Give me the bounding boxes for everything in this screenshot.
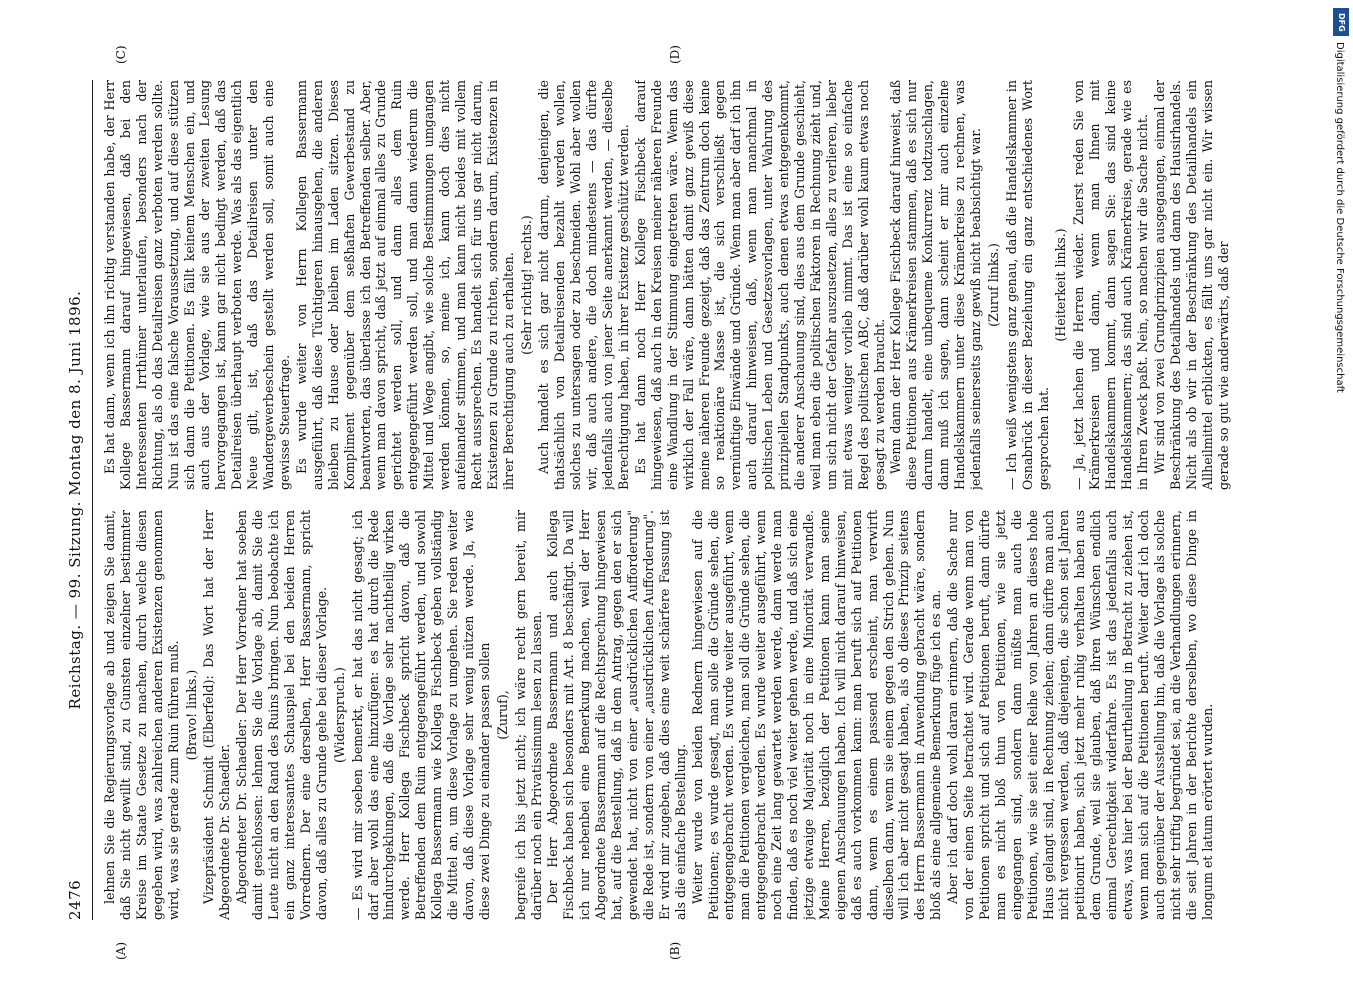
interjection: (Zuruf links.) <box>985 243 1001 327</box>
funding-credit: Digitalisierung gefördert durch die Deutsche Forschungsgemeinschaft <box>1334 42 1345 393</box>
interjection: (Heiterkeit links.) <box>1053 228 1069 342</box>
dfg-logo-icon: DFG <box>1333 8 1349 36</box>
paragraph: Aber ich darf doch wohl daran erinnern, daß die Sache nur von der einen Seite betrachtet wird. Gerade wenn man von Petitionen spricht und sich auf Petitionen beruft, dann dürfte man es nicht bloß thun von Petitionen, wie sie jetzt eingegangen sind, sondern dann müßte man auch die Petitionen, wie sie seit einer Reihe von Jahren an dieses hohe Haus gelangt sind, in Rechnung ziehen; dann dürfte man auch nicht vergessen werden, daß diejenigen, die schon seit Jahren petitionirt haben, sich jetzt mehr ruhig verhalten haben aus dem Grunde, weil sie glauben, daß ihren Wünschen endlich einmal Gerechtigkeit widerfahre. Es ist das jedenfalls auch etwas, was hier bei der Beurtheilung in Betracht zu ziehen ist, wenn man sich auf die Petitionen beruft. Weiter darf ich doch auch gegenüber der Ausstellung hin, daß die Vorlage als solche nicht sehr triftig begründet sei, an die Verhandlungen erinnern, die seit Jahren in der Berichte derselben, wo diese Dinge in longum et latum erörtert wurden. <box>945 510 1215 920</box>
interjection: (Sehr richtig! rechts.) <box>518 215 534 355</box>
paragraph: begreife ich bis jetzt nicht; ich wäre recht gern bereit, mir darüber noch ein Privatissimum lesen zu lassen. <box>512 510 544 920</box>
paragraph: Es hat dann, wenn ich ihn richtig verstanden habe, der Herr Kollege Bassermann darauf hingewiesen, daß bei den Interessenten Irrthümer unterlaufen, besonders nach der Richtung, als ob das Detailreisen ganz verboten werden sollte. Nun ist das eine falsche Voraussetzung, und auf diese stützen sich dann die Petitionen. Es fällt keinem Menschen ein, und auch aus der Vorlage, wie sie aus der zweiten Lesung hervorgegangen ist, kann gar nicht bedingt werden, daß das Detailreisen überhaupt verboten werde. Was als das eigentlich Neue gilt, ist, daß das Detailreisen unter den Wandergewerbeschein gestellt werden soll, somit auch eine gewisse Steuerfrage. <box>102 80 292 490</box>
paragraph: Es wurde weiter von Herrn Kollegen Bassermann ausgeführt, daß diese Tüchtigeren hinausgehen, die anderen bleiben zu Hause oder bleiben im Laden sitzen. Dieses Kompliment gegenüber dem seßhaften Gewerbestand zu beantworten, das überlasse ich den Betreffenden selber. Aber, wenn man davon spricht, daß jetzt auf einmal alles zu Grunde gerichtet werden soll, und dann alles dem Ruin entgegengeführt werden soll, und man dann wiederum die Mittel und Wege angibt, wie solche Bestimmungen umgangen werden können, so, meine ich, kann doch dies nicht aufeinander stimmen, und man kann nicht beides mit vollem Recht aussprechen. Es handelt sich für uns gar nicht darum, Existenzen zu Grunde zu richten, sondern darum, Existenzen in ihrer Berechtigung auch zu erhalten. <box>293 80 516 490</box>
margin-marker-b: (B) <box>668 941 682 960</box>
paragraph: Vizepräsident Schmidt (Elberfeld): Das Wort hat der Herr Abgeordnete Dr. Schaedler. <box>201 510 233 920</box>
left-column <box>102 510 1272 920</box>
interjection: (Bravo! links.) <box>183 669 199 761</box>
document-sheet <box>58 20 1272 980</box>
margin-marker-c: (C) <box>114 45 128 64</box>
running-head: Reichstag. — 99. Sitzung. Montag den 8. Juni 1896. <box>66 290 84 710</box>
paragraph: lehnen Sie die Regierungsvorlage ab und zeigen Sie damit, daß Sie nicht gewillt sind, zu Gunsten einzelner bestimmter Kreise im Staate Gesetze zu machen, durch welche diesen gegeben wird, was zahlreichen anderen Existenzen genommen wird, was sie gerade zum Ruin führen muß. <box>102 510 181 920</box>
header-rule <box>92 80 93 920</box>
page-number: 2476 <box>66 879 84 920</box>
paragraph: — Es wird mir soeben bemerkt, er hat das nicht gesagt; ich darf aber wohl das eine hinzufügen: es hat durch die Rede hindurchgeklungen, daß die Vorlage sehr nachtheilig wirken werde. Herr Kollega Fischbeck spricht davon, daß die Betreffenden dem Ruin entgegengeführt werden, und sowohl Kollega Bassermann wie Kollega Fischbeck geben vollständig die Mittel an, um diese Vorlage zu umgehen. Sie reden weiter davon, daß diese Vorlage sehr wenig nützen werde. Ja, wie diese zwei Dinge zu einander passen sollen <box>349 510 492 920</box>
margin-marker-d: (D) <box>668 45 682 64</box>
paragraph: Abgeordneter Dr. Schaedler: Der Herr Vorredner hat soeben damit geschlossen: lehnen Sie die Vorlage ab, damit Sie die Leute nicht an den Rand des Ruins bringen. Nun beobachte ich ein ganz interessantes Schauspiel bei den beiden Herren Vorrednern. Der eine derselben, Herr Bassermann, spricht davon, daß alles zu Grunde gehe bei dieser Vorlage. <box>234 510 329 920</box>
paragraph: Es hat dann noch Herr Kollege Fischbeck darauf hingewiesen, daß auch in den Kreisen meiner näheren Freunde eine Wandlung in der Stimmung eingetreten wäre. Wenn das wirklich der Fall wäre, dann hätten damit ganz gewiß diese meine näheren Freunde gezeigt, daß das Zentrum doch keine so reaktionäre Masse ist, die sich verschließt gegen vernünftige Einwände und Gründe. Wenn man aber darf ich ihn auch darauf hinweisen, daß, wenn man manchmal in politischen Leben und Gesetzesvorlagen, unter Wahrung des prinzipiellen Standpunkts, auch denen etwas entgegenkommt, die anderer Anschauung sind, dies aus dem Grunde geschieht, weil man eben die politischen Faktoren in Rechnung zieht und, um sich nicht der Gefahr auszusetzen, alles zu verlieren, lieber mit etwas weniger vorlieb nimmt. Das ist eine so einfache Regel des politischen ABC, daß darüber wohl kaum etwas noch gesagt zu werden braucht. <box>632 80 887 490</box>
digitization-sidebar <box>1332 6 1352 992</box>
paragraph: Wenn dann der Herr Kollege Fischbeck darauf hinweist, daß diese Petitionen aus Krämerkreisen stammen, daß es sich nur darum handelt, eine unbequeme Konkurrenz todtzuschlagen, dann muß ich sagen, dann scheint er mir auch einzelne Handelskammern unter diese Krämerkreise zu rechnen, was jedenfalls seinerseits ganz gewiß nicht beabsichtigt war. <box>888 80 983 490</box>
paragraph: Weiter wurde von beiden Rednern hingewiesen auf die Petitionen; es wurde gesagt, man solle die Gründe sehen, die entgegengebracht werden. Es wurde weiter ausgeführt, wenn man die Petitionen vergleichen, man soll die Gründe sehen, die entgegengebracht werden. Es wurde weiter ausgeführt, wenn noch eine Zeit lang gewartet werden werde, dann werde man finden, daß es noch viel weiter gehen werde, und daß sich eine jetzige etwaige Majorität noch in eine Minorität verwandle. Meine Herren, bezüglich der Petitionen kann man seine eigenen Anschauungen haben. Ich will nicht darauf hinweisen, daß es auch vorkommen kann: man beruft sich auf Petitionen dann, wenn es einem passend erscheint, man verwirft dieselben dann, wenn sie einem gegen den Strich gehen. Nun will ich aber nicht gesagt haben, als ob dieses Prinzip seitens des Herrn Bassermann in Anwendung gebracht wäre, sondern bloß als eine allgemeine Bemerkung füge ich es an. <box>689 510 944 920</box>
paragraph: — Ja, jetzt lachen die Herren wieder. Zuerst reden Sie von Krämerkreisen und dann, wenn man Ihnen mit Handelskammern kommt, dann sagen Sie: das sind keine Handelskammern; das sind auch Krämerkreise, gerade wie es in Ihren Zweck paßt. Nein, so machen wir die Sache nicht. <box>1071 80 1150 490</box>
margin-marker-a: (A) <box>114 941 128 960</box>
paragraph: — Ich weiß wenigstens ganz genau, daß die Handelskammer in Osnabrück in dieser Beziehung ein ganz entschiedenes Wort gesprochen hat. <box>1003 80 1051 490</box>
interjection: (Widerspruch.) <box>331 667 347 763</box>
paragraph: Der Herr Abgeordnete Bassermann und auch Kollega Fischbeck haben sich besonders mit Art. 8 beschäftigt. Da will ich nur nebenbei eine Bemerkung machen, weil der Herr Abgeordnete Bassermann auf die Rechtsprechung hingewiesen hat, auf die Bestellung, daß in dem Antrag, gegen den er sich gewendet hat, nicht von einer „ausdrücklichen Aufforderung" die Rede ist, sondern von einer „ausdrücklichen Aufforderung". Er wird mir zugeben, daß dies eine weit schärfere Fassung ist als die einfache Bestellung. <box>545 510 688 920</box>
paragraph: Auch handelt es sich gar nicht darum, denjenigen, die thatsächlich von Detailreisenden bezahlt werden wollen, solches zu untersagen oder zu beschneiden. Wohl aber wollen wir, daß auch andere, die doch mindestens — das dürfte jedenfalls auch von jener Seite anerkannt werden, — dieselbe Berechtigung haben, in ihrer Existenz geschützt werden. <box>536 80 631 490</box>
interjection: (Zuruf), <box>494 690 510 740</box>
paragraph: Wir sind von zwei Grundprinzipien ausgegangen, einmal der Beschränkung des Detailhandels und dann des Hausirhandels. Nicht als ob wir in der Beschränkung des Detailhandels ein Allheilmittel erblickten, es fällt uns gar nicht ein. Wir wissen gerade so gut wie anderwärts, daß der <box>1151 80 1231 490</box>
right-column <box>102 80 1272 490</box>
